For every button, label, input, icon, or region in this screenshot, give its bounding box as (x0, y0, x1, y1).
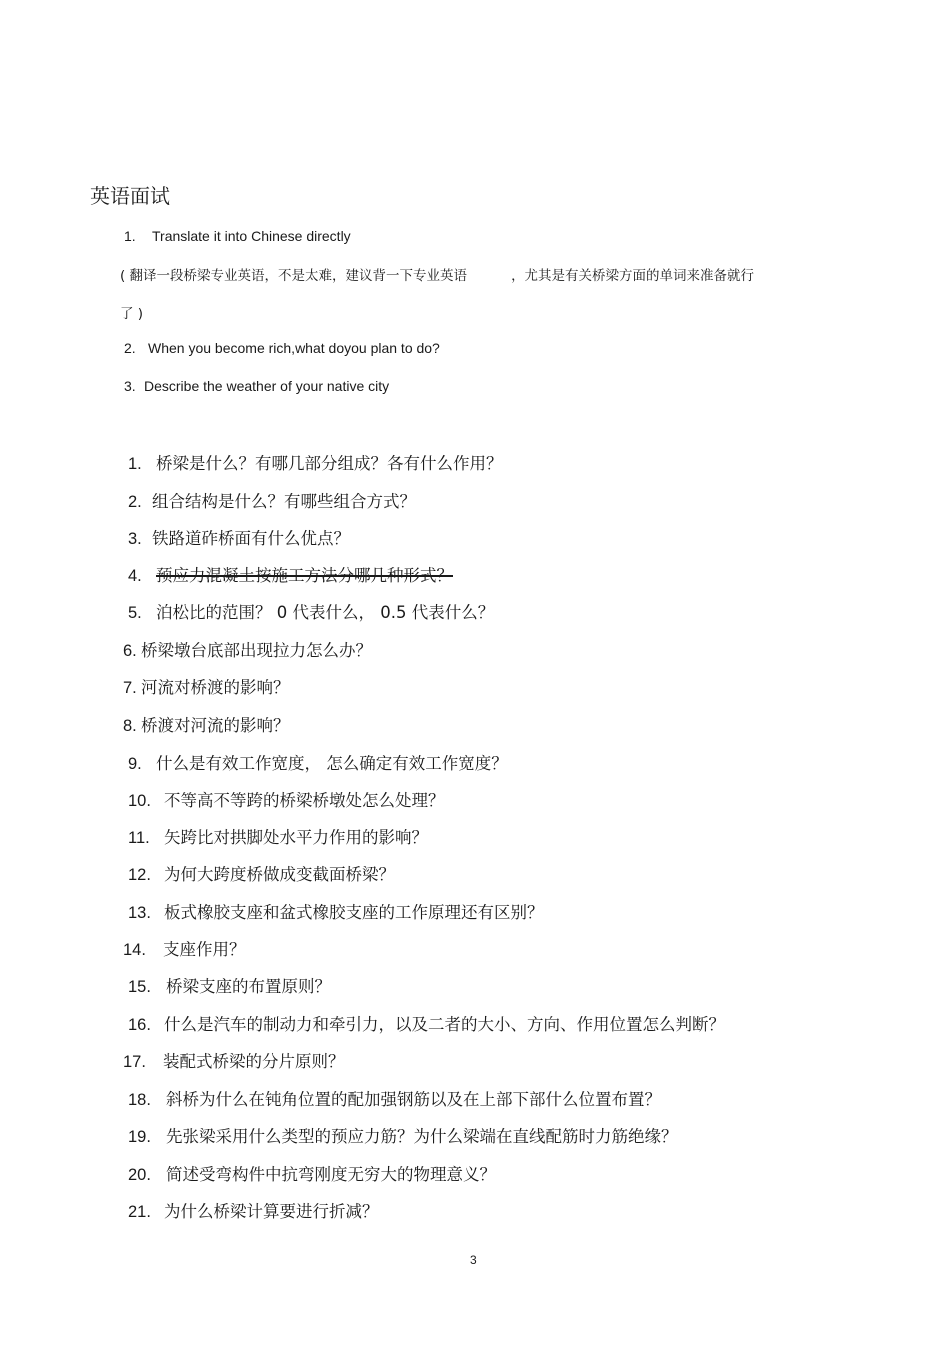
english-item-text: When you become rich,what doyou plan to do? (148, 340, 440, 356)
question-text: 桥梁是什么？有哪几部分组成？各有什么作用？ (156, 454, 503, 473)
question-number: 19. (128, 1128, 151, 1146)
question-text: 什么是有效工作宽度， 怎么确定有效工作宽度？ (156, 754, 508, 773)
question-number: 3. (128, 530, 142, 548)
question-text: 河流对桥渡的影响？ (141, 678, 290, 697)
question-text: 矢跨比对拱脚处水平力作用的影响？ (164, 828, 428, 847)
note-text-b: ，尤其是有关桥梁方面的单词来准备就行 (511, 268, 755, 284)
question-text: 先张梁采用什么类型的预应力筋？为什么梁端在直线配筋时力筋绝缘？ (166, 1127, 678, 1146)
question-19 (128, 1123, 678, 1147)
question-number: 11. (128, 829, 150, 847)
question-18 (128, 1086, 661, 1110)
question-text: 为什么桥梁计算要进行折减？ (164, 1202, 379, 1221)
english-item-2 (124, 340, 440, 356)
question-number: 7. (123, 679, 137, 697)
question-2 (128, 488, 416, 512)
question-text: 支座作用？ (163, 940, 246, 959)
question-text: 装配式桥梁的分片原则？ (163, 1052, 345, 1071)
question-text: 桥渡对河流的影响？ (141, 716, 290, 735)
question-number: 12. (128, 866, 151, 884)
question-7 (123, 674, 290, 698)
translation-note-line-1 (120, 264, 754, 284)
question-17 (123, 1048, 345, 1072)
question-6 (123, 637, 372, 661)
question-text: 桥梁支座的布置原则？ (166, 977, 331, 996)
question-text: 斜桥为什么在钝角位置的配加强钢筋以及在上部下部什么位置布置？ (166, 1090, 661, 1109)
question-text: 组合结构是什么？有哪些组合方式？ (152, 492, 416, 511)
question-13 (128, 899, 544, 923)
english-item-text: Describe the weather of your native city (144, 378, 390, 394)
note-text-a: ( 翻译一段桥梁专业英语，不是太难，建议背一下专业英语 (120, 268, 468, 284)
translation-note-line-2: 了 ) (120, 306, 144, 322)
question-number: 21. (128, 1203, 151, 1221)
question-text: 板式橡胶支座和盆式橡胶支座的工作原理还有区别？ (164, 903, 544, 922)
question-5 (128, 599, 494, 623)
question-number: 13. (128, 904, 151, 922)
question-10 (128, 787, 445, 811)
question-number: 8. (123, 717, 137, 735)
question-text: 为何大跨度桥做成变截面桥梁？ (164, 865, 395, 884)
english-item-text: Translate it into Chinese directly (152, 228, 351, 244)
question-20 (128, 1161, 496, 1185)
question-text: 泊松比的范围？ 0 代表什么， 0.5 代表什么？ (156, 603, 495, 622)
question-number: 14. (123, 941, 146, 959)
question-number: 1. (128, 455, 142, 473)
english-item-3 (124, 378, 389, 394)
question-9 (128, 750, 508, 774)
question-1 (128, 450, 503, 474)
question-15 (128, 973, 331, 997)
english-item-number: 3. (124, 378, 136, 394)
english-item-1 (124, 228, 351, 244)
english-item-number: 1. (124, 228, 136, 244)
question-8 (123, 712, 290, 736)
question-11 (128, 824, 428, 848)
english-item-number: 2. (124, 340, 136, 356)
question-14 (123, 936, 246, 960)
question-number: 20. (128, 1166, 151, 1184)
page-title: 英语面试 (90, 184, 170, 208)
question-number: 15. (128, 978, 151, 996)
question-text: 简述受弯构件中抗弯刚度无穷大的物理意义？ (166, 1165, 496, 1184)
question-number: 18. (128, 1091, 151, 1109)
page-number: 3 (470, 1253, 477, 1267)
question-number: 2. (128, 493, 142, 511)
question-4-struck (128, 562, 483, 586)
question-16 (128, 1011, 725, 1035)
question-number: 6. (123, 642, 137, 660)
question-12 (128, 861, 395, 885)
question-number: 17. (123, 1053, 146, 1071)
question-number: 10. (128, 792, 151, 810)
question-number: 5. (128, 604, 142, 622)
question-text: 不等高不等跨的桥梁桥墩处怎么处理？ (164, 791, 445, 810)
question-text: 什么是汽车的制动力和牵引力，以及二者的大小、方向、作用位置怎么判断？ (164, 1015, 725, 1034)
question-text: 铁路道砟桥面有什么优点？ (152, 529, 350, 548)
question-text: 桥梁墩台底部出现拉力怎么办？ (141, 641, 372, 660)
question-number: 4. (128, 567, 142, 585)
question-3 (128, 525, 350, 549)
question-text: 预应力混凝土按施工方法分哪几种形式？ (156, 566, 453, 585)
question-21 (128, 1198, 379, 1222)
question-number: 9. (128, 755, 142, 773)
question-number: 16. (128, 1016, 151, 1034)
